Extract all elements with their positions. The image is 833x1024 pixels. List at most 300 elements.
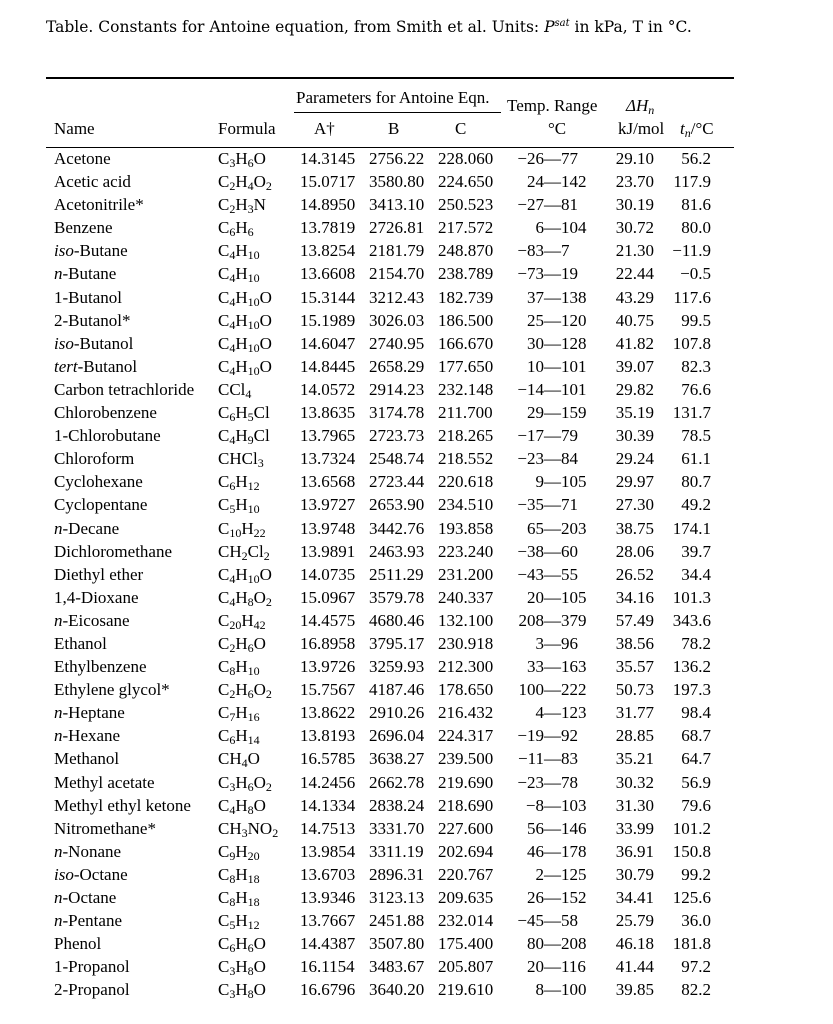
formula-element: C xyxy=(218,888,230,907)
formula xyxy=(218,147,300,170)
temp-range xyxy=(504,655,592,678)
antoine-b: 2910.26 xyxy=(369,703,425,723)
antoine-a: 14.0735 xyxy=(300,564,356,584)
heat-of-vaporization: 30.72 xyxy=(615,218,654,238)
table-row xyxy=(46,563,711,586)
formula-subscript: 2 xyxy=(229,687,236,702)
antoine-b: 2662.78 xyxy=(369,772,425,792)
formula-subscript: 10 xyxy=(247,340,260,355)
temp-range-low: 65 xyxy=(527,518,544,538)
table-row xyxy=(46,332,711,355)
heat-of-vaporization: 31.77 xyxy=(615,703,654,723)
normal-boiling-point: 181.8 xyxy=(672,934,711,954)
formula-subscript: 6 xyxy=(247,640,254,655)
temp-range-low: 29 xyxy=(527,403,544,423)
formula xyxy=(218,378,300,401)
tn-header xyxy=(680,119,714,139)
name-text: 1,4-Dioxane xyxy=(54,587,139,607)
formula-subscript: 10 xyxy=(247,664,260,679)
antoine-c: 182.739 xyxy=(438,287,494,307)
name-text: 2-Propanol xyxy=(54,980,130,1000)
formula-subscript: 18 xyxy=(247,871,260,886)
compound-name xyxy=(46,955,218,978)
antoine-c: 211.700 xyxy=(438,403,493,423)
name-prefix: n- xyxy=(54,911,69,931)
antoine-b: 2696.04 xyxy=(369,726,425,746)
formula-element: C xyxy=(218,911,230,931)
formula xyxy=(218,517,300,540)
temp-range-low: −45 xyxy=(517,911,544,931)
compound-name xyxy=(46,586,218,609)
formula-element: Cl xyxy=(253,403,270,423)
table-row xyxy=(46,540,711,563)
name-text: Butane xyxy=(68,264,117,284)
table-row xyxy=(46,771,711,794)
temp-range xyxy=(504,863,592,886)
normal-boiling-point: 80.0 xyxy=(681,218,711,238)
name-prefix: n- xyxy=(54,610,69,630)
formula xyxy=(218,678,300,701)
formula-element: O xyxy=(259,287,272,307)
temp-range-high: —208 xyxy=(544,934,587,954)
formula-element: C xyxy=(218,195,230,215)
heat-of-vaporization: 33.99 xyxy=(615,818,654,838)
antoine-a: 13.9727 xyxy=(300,495,356,515)
formula-subscript: 2 xyxy=(229,640,236,655)
temp-range-low: −73 xyxy=(517,264,544,284)
formula-element: H xyxy=(235,264,248,284)
name-prefix: tert- xyxy=(54,356,84,376)
compound-name xyxy=(46,863,218,886)
temp-range-high: —96 xyxy=(544,633,578,653)
formula-subscript: 3 xyxy=(241,825,248,840)
formula-element: C xyxy=(218,587,230,607)
formula-element: C xyxy=(218,241,230,261)
normal-boiling-point: 34.4 xyxy=(681,564,711,584)
temp-range-low: 9 xyxy=(535,472,544,492)
table-row xyxy=(46,840,711,863)
formula-subscript: 4 xyxy=(229,433,236,448)
formula xyxy=(218,493,300,516)
antoine-a: 13.7667 xyxy=(300,911,356,931)
temp-range xyxy=(504,216,592,239)
table-row xyxy=(46,863,711,886)
temp-range-low: 208 xyxy=(518,610,544,630)
caption-text: Table. Constants for Antoine equation, from Smith et al. Units: xyxy=(46,18,545,37)
formula-subscript: 3 xyxy=(229,987,236,1002)
formula-element: C xyxy=(218,680,230,700)
normal-boiling-point: 36.0 xyxy=(681,911,711,931)
table-row xyxy=(46,586,711,609)
temp-range xyxy=(504,563,592,586)
compound-name xyxy=(46,355,218,378)
normal-boiling-point: 343.6 xyxy=(672,610,711,630)
antoine-a: 13.8635 xyxy=(300,403,356,423)
antoine-c: 248.870 xyxy=(438,241,494,261)
formula-subscript: 2 xyxy=(265,687,272,702)
formula-element: C xyxy=(218,841,230,861)
formula-subscript: 12 xyxy=(247,479,260,494)
table-row xyxy=(46,355,711,378)
antoine-b: 3795.17 xyxy=(369,633,425,653)
formula-subscript: 6 xyxy=(247,779,254,794)
antoine-a: 14.0572 xyxy=(300,379,356,399)
formula-subscript: 6 xyxy=(247,687,254,702)
normal-boiling-point: 68.7 xyxy=(681,726,711,746)
formula-subscript: 2 xyxy=(265,179,272,194)
temp-range-low: 100 xyxy=(518,680,544,700)
normal-boiling-point: 98.4 xyxy=(681,703,711,723)
antoine-a: 14.4575 xyxy=(300,610,356,630)
name-text: Decane xyxy=(68,518,120,538)
antoine-b: 2723.44 xyxy=(369,472,425,492)
name-text: Nitromethane* xyxy=(54,818,156,838)
antoine-c: 178.650 xyxy=(438,680,494,700)
formula-element: O xyxy=(259,310,272,330)
normal-boiling-point: 56.9 xyxy=(681,772,711,792)
antoine-b: 3123.13 xyxy=(369,888,425,907)
formula-element: C xyxy=(218,957,230,977)
table-row xyxy=(46,193,711,216)
antoine-c: 202.694 xyxy=(438,841,494,861)
top-rule xyxy=(46,77,734,79)
heat-of-vaporization: 29.10 xyxy=(615,149,654,168)
heat-of-vaporization: 39.07 xyxy=(615,356,654,376)
temp-range xyxy=(504,147,592,170)
temp-range-low: 37 xyxy=(527,287,544,307)
formula-element: H xyxy=(235,403,248,423)
antoine-b: 4187.46 xyxy=(369,680,425,700)
table-row xyxy=(46,678,711,701)
name-column-header: Name xyxy=(54,119,95,138)
antoine-b: 4680.46 xyxy=(369,610,425,630)
name-text: Octane xyxy=(68,888,117,907)
tn-unit: /°C xyxy=(690,119,714,138)
antoine-b: 3259.93 xyxy=(369,657,425,677)
formula-subscript: 4 xyxy=(245,386,252,401)
table-row xyxy=(46,262,711,285)
compound-name xyxy=(46,147,218,170)
formula-subscript: 2 xyxy=(272,825,279,840)
compound-name xyxy=(46,262,218,285)
name-text: Benzene xyxy=(54,218,113,238)
temp-range-low: −43 xyxy=(517,564,544,584)
formula-subscript: 5 xyxy=(229,918,236,933)
formula-element: H xyxy=(235,587,248,607)
temp-range-header: Temp. Range xyxy=(507,96,598,115)
normal-boiling-point: 78.2 xyxy=(681,633,711,653)
c-column-header: C xyxy=(455,119,467,138)
antoine-b: 3580.80 xyxy=(369,172,425,192)
temp-range-low: 25 xyxy=(527,310,544,330)
table-row xyxy=(46,147,711,170)
formula-element: H xyxy=(235,864,248,884)
name-text: 1-Butanol xyxy=(54,287,122,307)
normal-boiling-point: 101.3 xyxy=(672,587,711,607)
compound-name xyxy=(46,655,218,678)
antoine-c: 175.400 xyxy=(438,934,494,954)
compound-name xyxy=(46,678,218,701)
antoine-b: 3640.20 xyxy=(369,980,425,1000)
temp-range xyxy=(504,771,592,794)
compound-name xyxy=(46,332,218,355)
antoine-a: 14.7513 xyxy=(300,818,356,838)
formula-element: O xyxy=(259,356,272,376)
formula-subscript: 4 xyxy=(241,756,248,771)
formula xyxy=(218,609,300,632)
formula-element: O xyxy=(247,749,260,769)
name-prefix: iso- xyxy=(54,241,80,261)
formula-element: H xyxy=(235,195,248,215)
temp-range-low: −38 xyxy=(517,541,544,561)
normal-boiling-point: 78.5 xyxy=(681,426,711,446)
temp-range xyxy=(504,193,592,216)
heat-of-vaporization: 30.32 xyxy=(615,772,654,792)
antoine-c: 224.317 xyxy=(438,726,494,746)
table-row xyxy=(46,401,711,424)
normal-boiling-point: 61.1 xyxy=(681,449,711,469)
temp-range xyxy=(504,747,592,770)
temp-range-low: 80 xyxy=(527,934,544,954)
normal-boiling-point: 80.7 xyxy=(681,472,711,492)
dh-header xyxy=(626,96,654,116)
normal-boiling-point: 125.6 xyxy=(672,888,711,907)
antoine-c: 232.148 xyxy=(438,379,494,399)
formula-subscript: 12 xyxy=(247,918,260,933)
table-row xyxy=(46,493,711,516)
formula xyxy=(218,540,300,563)
formula-element: CH xyxy=(218,541,242,561)
formula-subscript: 14 xyxy=(247,733,260,748)
temp-range-high: —78 xyxy=(544,772,578,792)
formula-element: H xyxy=(235,980,248,1000)
normal-boiling-point: 49.2 xyxy=(681,495,711,515)
antoine-a: 14.3145 xyxy=(300,149,356,168)
antoine-a: 13.6703 xyxy=(300,864,356,884)
heat-of-vaporization: 35.57 xyxy=(615,657,654,677)
temp-range-low: −83 xyxy=(517,241,544,261)
heat-of-vaporization: 26.52 xyxy=(615,564,654,584)
antoine-a: 14.8950 xyxy=(300,195,356,215)
formula-subscript: 42 xyxy=(253,617,266,632)
normal-boiling-point: 39.7 xyxy=(681,541,711,561)
antoine-a: 13.9726 xyxy=(300,657,356,677)
temp-range xyxy=(504,840,592,863)
antoine-a: 13.6568 xyxy=(300,472,356,492)
formula-subscript: 4 xyxy=(229,571,236,586)
name-text: Ethylene glycol* xyxy=(54,680,170,700)
temp-range-low: −17 xyxy=(517,426,544,446)
table-row xyxy=(46,978,711,1001)
heat-of-vaporization: 29.24 xyxy=(615,449,654,469)
antoine-b: 2723.73 xyxy=(369,426,425,446)
formula-element: C xyxy=(218,172,230,192)
psat-symbol: P xyxy=(544,18,555,37)
formula-subscript: 4 xyxy=(229,317,236,332)
temp-range-high: —125 xyxy=(544,864,587,884)
compound-name xyxy=(46,909,218,932)
table-row xyxy=(46,378,711,401)
antoine-a: 14.1334 xyxy=(300,795,356,815)
normal-boiling-point: 56.2 xyxy=(681,149,711,168)
formula-subscript: 8 xyxy=(229,664,236,679)
temp-range xyxy=(504,817,592,840)
temp-range-low: 30 xyxy=(527,333,544,353)
temp-range xyxy=(504,909,592,932)
temp-range xyxy=(504,262,592,285)
formula xyxy=(218,332,300,355)
temp-range xyxy=(504,332,592,355)
formula-subscript: 10 xyxy=(247,502,260,517)
antoine-a: 15.0967 xyxy=(300,587,356,607)
formula-element: CH xyxy=(218,818,242,838)
antoine-b: 2653.90 xyxy=(369,495,425,515)
formula-element: C xyxy=(218,333,230,353)
formula xyxy=(218,978,300,1001)
normal-boiling-point: 150.8 xyxy=(672,841,711,861)
formula-element: O xyxy=(253,172,266,192)
temp-range-low: 56 xyxy=(527,818,544,838)
formula-element: O xyxy=(259,333,272,353)
formula-element: H xyxy=(235,172,248,192)
formula-element: O xyxy=(253,772,266,792)
antoine-a: 13.9854 xyxy=(300,841,356,861)
temp-range xyxy=(504,978,592,1001)
antoine-a: 13.7965 xyxy=(300,426,356,446)
antoine-c: 205.807 xyxy=(438,957,494,977)
antoine-c: 186.500 xyxy=(438,310,494,330)
formula-subscript: 4 xyxy=(229,271,236,286)
formula-element: H xyxy=(235,772,248,792)
heat-of-vaporization: 46.18 xyxy=(615,934,654,954)
compound-name xyxy=(46,747,218,770)
temp-range-low: 3 xyxy=(535,633,544,653)
temp-range-high: —163 xyxy=(544,657,587,677)
antoine-c: 220.767 xyxy=(438,864,494,884)
formula-element: C xyxy=(218,657,230,677)
formula-subscript: 8 xyxy=(247,964,254,979)
formula-element: C xyxy=(218,472,230,492)
normal-boiling-point: 117.9 xyxy=(673,172,711,192)
formula-element: H xyxy=(241,518,254,538)
formula-subscript: 6 xyxy=(229,225,236,240)
formula xyxy=(218,863,300,886)
name-text: Diethyl ether xyxy=(54,564,144,584)
antoine-c: 218.690 xyxy=(438,795,494,815)
formula-element: Cl xyxy=(247,541,264,561)
formula-element: Cl xyxy=(253,426,270,446)
heat-of-vaporization: 34.41 xyxy=(615,888,654,907)
name-text: Ethylbenzene xyxy=(54,657,147,677)
antoine-c: 217.572 xyxy=(438,218,494,238)
antoine-b: 3413.10 xyxy=(369,195,425,215)
formula-element: C xyxy=(218,356,230,376)
temp-range-low: −23 xyxy=(517,449,544,469)
table-row xyxy=(46,817,711,840)
formula-subscript: 16 xyxy=(247,710,260,725)
name-text: Butanol xyxy=(79,333,134,353)
formula-element: C xyxy=(218,610,230,630)
heat-of-vaporization: 39.85 xyxy=(615,980,654,1000)
formula-element: H xyxy=(235,495,248,515)
formula-element: C xyxy=(218,495,230,515)
antoine-a: 16.6796 xyxy=(300,980,356,1000)
formula-subscript: 4 xyxy=(229,248,236,263)
name-text: Hexane xyxy=(68,726,121,746)
formula-subscript: 18 xyxy=(247,895,260,909)
antoine-c: 216.432 xyxy=(438,703,494,723)
name-text: Cyclopentane xyxy=(54,495,148,515)
compound-name xyxy=(46,493,218,516)
antoine-b: 2658.29 xyxy=(369,356,425,376)
compound-name xyxy=(46,239,218,262)
formula xyxy=(218,655,300,678)
antoine-a: 14.4387 xyxy=(300,934,356,954)
formula-element: C xyxy=(218,149,230,168)
temp-range-high: —101 xyxy=(544,379,587,399)
table-row xyxy=(46,794,711,817)
table-row xyxy=(46,724,711,747)
antoine-c: 219.690 xyxy=(438,772,494,792)
formula xyxy=(218,286,300,309)
heat-of-vaporization: 38.75 xyxy=(615,518,654,538)
table-row xyxy=(46,932,711,955)
formula-element: H xyxy=(235,841,248,861)
heat-of-vaporization: 27.30 xyxy=(615,495,654,515)
antoine-c: 228.060 xyxy=(438,149,494,168)
temp-range xyxy=(504,286,592,309)
antoine-c: 193.858 xyxy=(438,518,494,538)
antoine-a: 15.0717 xyxy=(300,172,356,192)
compound-name xyxy=(46,170,218,193)
heat-of-vaporization: 43.29 xyxy=(615,287,654,307)
name-text: Eicosane xyxy=(68,610,130,630)
dh-subscript: n xyxy=(648,103,655,117)
formula-element: O xyxy=(253,633,266,653)
heat-of-vaporization: 21.30 xyxy=(615,241,654,261)
normal-boiling-point: 82.3 xyxy=(681,356,711,376)
formula-subscript: 20 xyxy=(247,848,260,863)
temp-range-low: −11 xyxy=(518,749,544,769)
b-column-header: B xyxy=(388,119,400,138)
formula-subscript: 4 xyxy=(229,294,236,309)
table-row xyxy=(46,955,711,978)
temp-range-low: −35 xyxy=(517,495,544,515)
antoine-b: 3311.19 xyxy=(369,841,424,861)
formula-subscript: 2 xyxy=(241,548,248,563)
formula-subscript: 10 xyxy=(247,363,260,378)
table-row xyxy=(46,632,711,655)
formula-subscript: 10 xyxy=(247,317,260,332)
temp-range-high: —92 xyxy=(544,726,578,746)
antoine-b: 3026.03 xyxy=(369,310,425,330)
antoine-b: 2548.74 xyxy=(369,449,425,469)
formula-subscript: 10 xyxy=(247,571,260,586)
temp-range xyxy=(504,701,592,724)
name-prefix: iso- xyxy=(54,864,80,884)
temp-range-high: —60 xyxy=(544,541,578,561)
table-row xyxy=(46,239,711,262)
temp-range xyxy=(504,586,592,609)
compound-name xyxy=(46,286,218,309)
formula-subscript: 3 xyxy=(229,964,236,979)
temp-range-high: —58 xyxy=(544,911,578,931)
temp-range xyxy=(504,401,592,424)
formula-subscript: 10 xyxy=(247,248,260,263)
formula-element: H xyxy=(235,426,248,446)
formula-element: H xyxy=(235,218,248,238)
table-row xyxy=(46,447,711,470)
